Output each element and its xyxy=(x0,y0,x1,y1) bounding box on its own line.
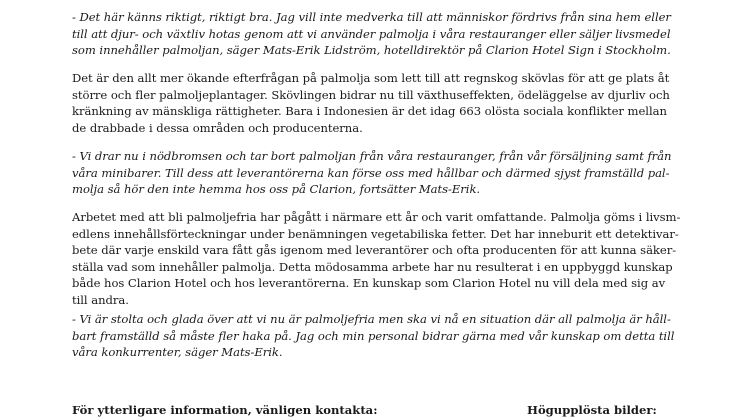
text-line: - Vi drar nu i nödbromsen och tar bort palmoljan från våra restauranger, från vår försäljning samt från xyxy=(72,149,672,163)
text-line: ställa vad som innehåller palmolja. Detta mödosamma arbete har nu resulterat i en uppbyggd kunskap xyxy=(72,259,673,274)
body-paragraph-1 xyxy=(72,70,670,136)
text-line: större och fler palmoljeplantager. Skövlingen bidrar nu till växthuseffekten, ödeläggelse av djurliv och xyxy=(72,87,670,102)
text-line: bete där varje enskild vara fått gås igenom med leverantörer och ofta producenten för att kunna säker- xyxy=(72,243,677,258)
images-heading: Högupplösta bilder: xyxy=(527,403,657,417)
text-line: molja så hör den inte hemma hos oss på Clarion, fortsätter Mats-Erik. xyxy=(72,182,481,197)
text-line: kränkning av mänskliga rättigheter. Bara i Indonesien är det idag 663 olösta sociala konflikter mellan xyxy=(72,104,667,119)
quote-paragraph-1 xyxy=(72,9,671,59)
text-line: de drabbade i dessa områden och producenterna. xyxy=(72,120,363,135)
text-line: edlens innehållsförteckningar under benämningen vegetabiliska fetter. Det har inneburit ett detektivar- xyxy=(72,226,679,241)
text-line: till att djur- och växtliv hotas genom att vi använder palmolja i våra restauranger eller säljer livsmedel xyxy=(72,26,671,41)
text-line: - Vi är stolta och glada över att vi nu är palmoljefria men ska vi nå en situation där all palmolja är håll- xyxy=(72,312,671,326)
text-line: Arbetet med att bli palmoljefria har pågått i närmare ett år och varit omfattande. Palmolja göms i livsm- xyxy=(72,210,681,224)
text-line: som innehåller palmoljan, säger Mats-Erik Lidström, hotelldirektör på Clarion Hotel Sign i Stockholm. xyxy=(72,43,671,58)
body-paragraph-2 xyxy=(72,209,680,309)
text-line: våra konkurrenter, säger Mats-Erik. xyxy=(72,345,283,360)
quote-paragraph-2 xyxy=(72,148,671,198)
text-line: både hos Clarion Hotel och hos leverantörerna. En kunskap som Clarion Hotel nu vill dela med sig av xyxy=(72,276,666,291)
text-line: Det är den allt mer ökande efterfrågan på palmolja som lett till att regnskog skövlas för att ge plats åt xyxy=(72,71,670,85)
quote-paragraph-3 xyxy=(72,311,674,361)
contact-heading: För ytterligare information, vänligen kontakta: xyxy=(72,403,378,417)
text-line: till andra. xyxy=(72,292,129,307)
text-line: bart framställd så måste fler haka på. Jag och min personal bidrar gärna med vår kunskap om detta till xyxy=(72,328,675,343)
text-line: - Det här känns riktigt, riktigt bra. Jag vill inte medverka till att människor fördrivs från sina hem eller xyxy=(72,10,671,24)
text-line: våra minibarer. Till dess att leverantörerna kan förse oss med hållbar och därmed sjyst framställd pal- xyxy=(72,165,670,180)
